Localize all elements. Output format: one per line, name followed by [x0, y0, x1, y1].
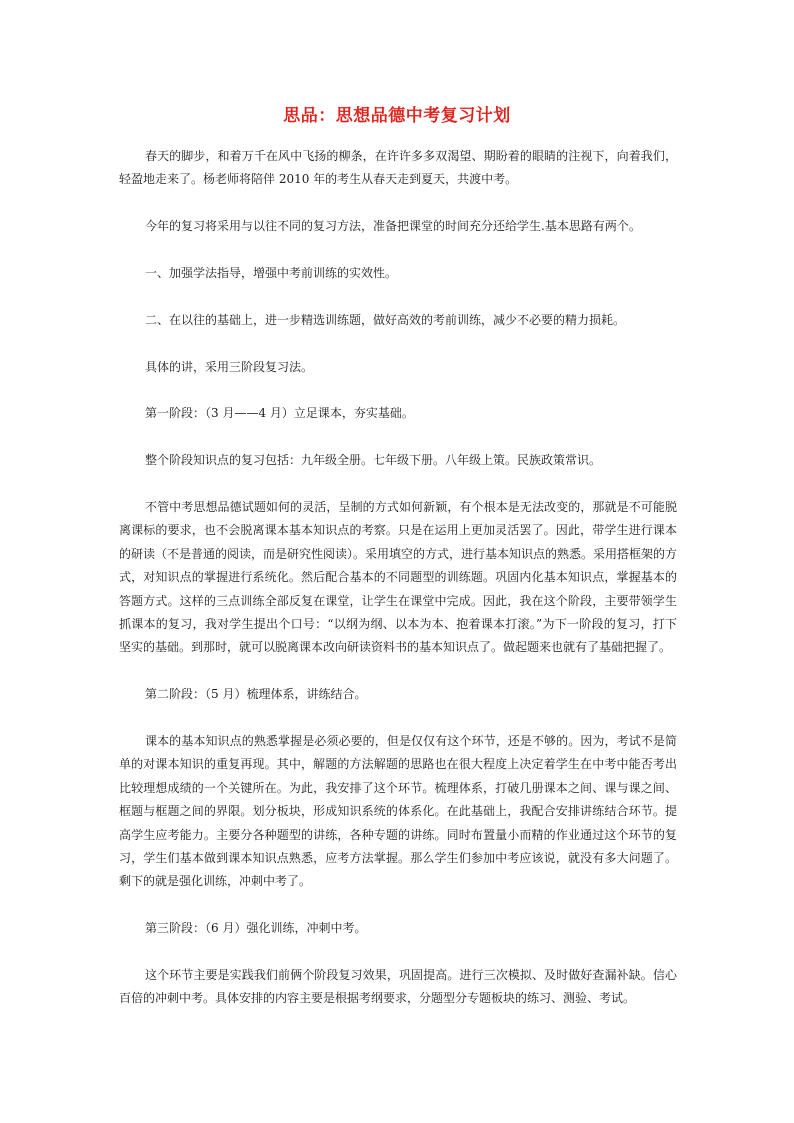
paragraph-point-two: 二、在以往的基础上，进一步精选训练题，做好高效的考前训练，减少不必要的精力损耗。 [145, 312, 626, 327]
document-title: 思品：思想品德中考复习计划 [283, 106, 511, 126]
paragraph-three-stage: 具体的讲，采用三阶段复习法。 [145, 359, 314, 374]
paragraph-point-one: 一、加强学法指导，增强中考前训练的实效性。 [145, 266, 398, 280]
paragraph-stage-one-heading: 第一阶段：（3 月——4 月）立足课本，夯实基础。 [145, 406, 414, 421]
paragraph-stage-three-detail: 这个环节主要是实践我们前俩个阶段复习效果，巩固提高。进行三次模拟、及时做好查漏补缺。信心百倍的冲刺中考。具体安排的内容主要是根据考纲要求，分题型分专题板块的练习、测验、考试。 [119, 968, 677, 1006]
paragraph-stage-one-detail: 不管中考思想品德试题如何的灵活，呈制的方式如何新颖，有个根本是无法改变的，那就是不可能脱离课标的要求，也不会脱离课本基本知识点的考察。只是在运用上更加灵活罢了。因此，带学生进行课本的研读（不是普通的阅读，而是研究性阅读）。采用填空的方式，进行基本知识点的熟悉。采用搭框架的方式，对知识点的掌握进行系统化。然后配合基本的不同题型的训练题。巩固内化基本知识点，掌握基本的答题方式。这样的三点训练全部反复在课堂，让学生在课堂中完成。因此，我在这个阶段，主要带领学生抓课本的复习，我对学生提出个口号：“以纲为纲、以本为本、抱着课本打滚。”为下一阶段的复习，打下坚实的基础。到那时，就可以脱离课本改向研读资料书的基本知识点了。做起题来也就有了基础把握了。 [119, 499, 678, 655]
paragraph-stage-three-heading: 第三阶段：（6 月）强化训练，冲刺中考。 [145, 921, 367, 936]
paragraph-approach: 今年的复习将采用与以往不同的复习方法，准备把课堂的时间充分还给学生.基本思路有两个。 [145, 219, 641, 234]
paragraph-stage-two-detail: 课本的基本知识点的熟悉掌握是必须必要的，但是仅仅有这个环节，还是不够的。因为，考试不是简单的对课本知识的重复再现。其中，解题的方法解题的思路也在很大程度上决定着学生在中考中能否考出比较理想成绩的一个关键所在。为此，我安排了这个环节。梳理体系，打破几册课本之间、课与课之间、框题与框题之间的界限。划分板块，形成知识系统的体系化。在此基础上，我配合安排讲练结合环节。提高学生应考能力。主要分各种题型的讲练，各种专题的讲练。同时布置量小而精的作业通过这个环节的复习，学生们基本做到课本知识点熟悉，应考方法掌握。那么学生们参加中考应该说，就没有多大问题了。剩下的就是强化训练，冲刺中考了。 [119, 734, 677, 889]
paragraph-stage-two-heading: 第二阶段：（5 月）梳理体系，讲练结合。 [145, 687, 367, 702]
paragraph-stage-one-scope: 整个阶段知识点的复习包括：九年级全册。七年级下册。八年级上策。民族政策常识。 [145, 453, 602, 468]
paragraph-intro: 春天的脚步，和着万千在风中飞扬的柳条，在许许多多双渴望、期盼着的眼睛的注视下，向着我们，轻盈地走来了。杨老师将陪伴 2010 年的考生从春天走到夏天，共渡中考。 [119, 149, 677, 187]
document-body [119, 145, 677, 1034]
